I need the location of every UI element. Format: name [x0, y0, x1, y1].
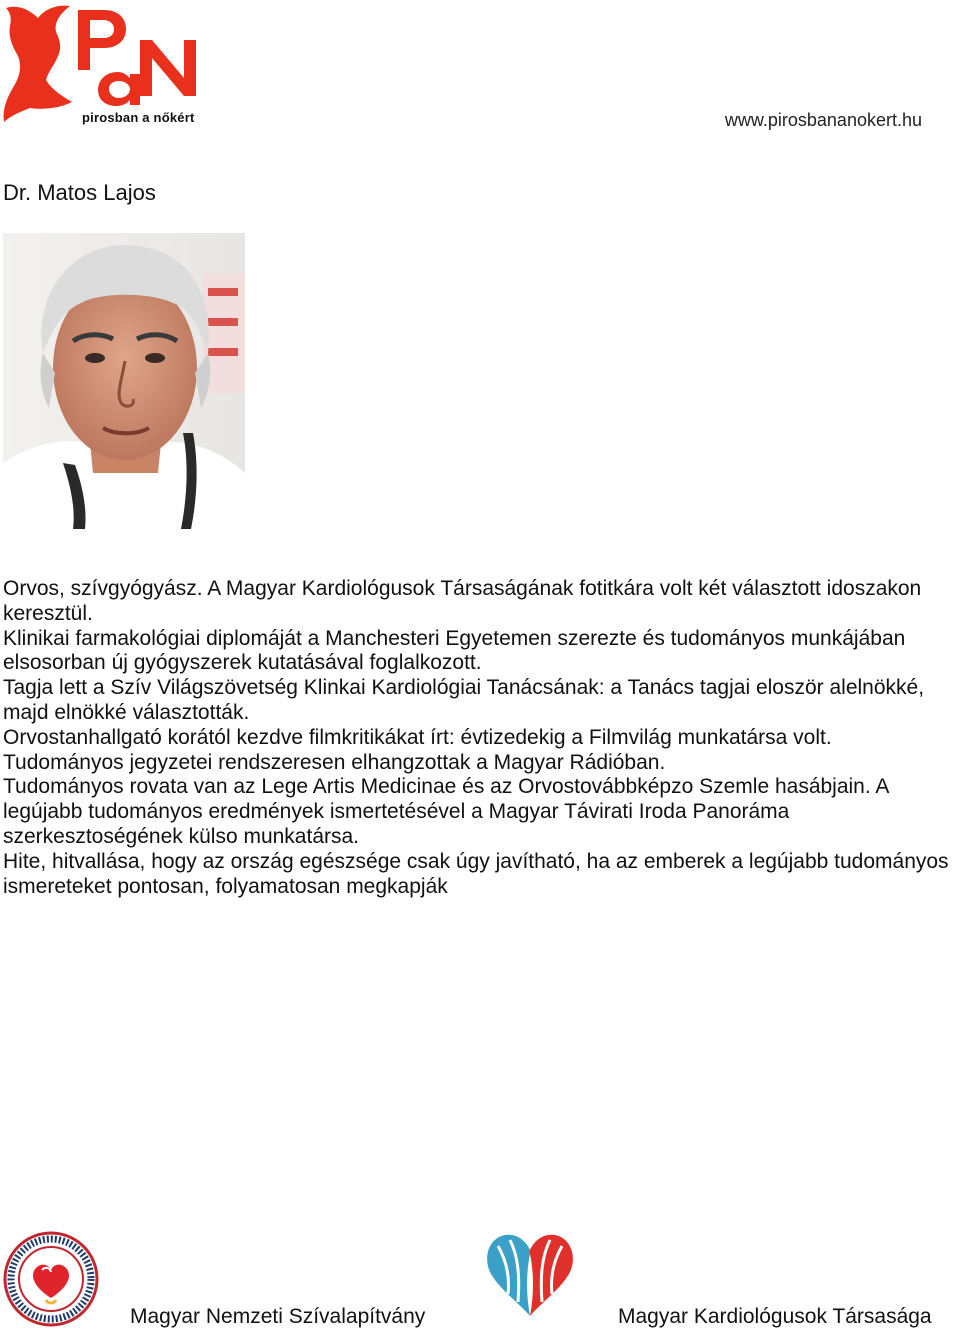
logo-letter-p — [78, 10, 126, 70]
bio-paragraph: Tudományos rovata van az Lege Artis Medicinae és az Orvostovábbképzo Szemle hasábjain. A legújabb tudományos eredmények ismertetésével a Magyar Távirati Iroda Panoráma szerkesztoségének külso munkatársa. — [3, 775, 889, 848]
footer-label-cardiology-society: Magyar Kardiológusok Társasága — [618, 1305, 932, 1328]
heart-foundation-logo — [2, 1230, 100, 1328]
logo-tagline: pirosban a nőkért — [82, 110, 195, 125]
cardiology-society-logo — [480, 1224, 580, 1324]
logo-silhouette — [4, 6, 72, 122]
bio-paragraph: Tudományos jegyzetei rendszeresen elhangzottak a Magyar Rádióban. — [3, 750, 666, 774]
bio-paragraph: Orvos, szívgyógyász. A Magyar Kardiológusok Társaságának fotitkára volt két választott idoszakon keresztül. — [3, 577, 922, 625]
logo-letter-n — [140, 40, 196, 96]
bio-paragraph: Hite, hitvallása, hogy az ország egészsége csak úgy javítható, ha az emberek a legújabb tudományos ismereteket pontosan, folyamatosan megkapják — [3, 849, 949, 898]
portrait-photo — [3, 233, 245, 529]
logo-letter-a — [98, 72, 140, 106]
biography — [3, 577, 959, 899]
bio-paragraph: Tagja lett a Szív Világszövetség Klinkai Kardiológiai Tanácsának: a Tanács tagjai eloször alelnökké, majd elnökké választották. — [3, 676, 925, 724]
website-link[interactable]: www.pirosbananokert.hu — [724, 110, 922, 130]
footer-label-heart-foundation: Magyar Nemzeti Szívalapítvány — [130, 1305, 426, 1328]
bio-paragraph: Orvostanhallgató korától kezdve filmkritikákat írt: évtizedekig a Filmvilág munkatársa volt. — [3, 725, 832, 749]
person-name: Dr. Matos Lajos — [3, 180, 156, 205]
bio-paragraph: Klinikai farmakológiai diplomáját a Manchesteri Egyetemen szerezte és tudományos munkájában elsosorban új gyógyszerek kutatásával foglalkozott. — [3, 626, 906, 675]
